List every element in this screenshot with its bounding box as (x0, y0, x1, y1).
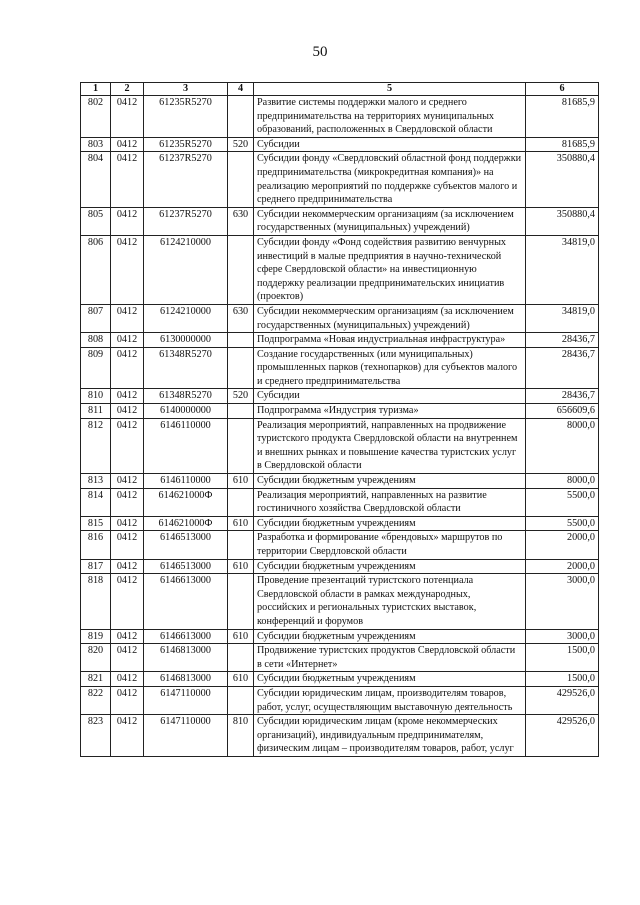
amount: 2000,0 (526, 559, 599, 574)
target-item-code: 6124210000 (144, 235, 228, 304)
target-item-code: 61237R5270 (144, 152, 228, 207)
column-header-4: 4 (228, 83, 254, 96)
expense-type-code (228, 488, 254, 516)
table-row (81, 644, 599, 672)
column-header-3: 3 (144, 83, 228, 96)
target-item-code: 61235R5270 (144, 96, 228, 138)
expense-type-code: 630 (228, 207, 254, 235)
target-item-code: 6124210000 (144, 304, 228, 332)
table-row (81, 574, 599, 629)
target-item-code: 6147110000 (144, 715, 228, 757)
row-number: 813 (81, 474, 111, 489)
item-name: Проведение презентаций туристского потенциала Свердловской области в рамках международных, российских и региональных туристских выставок, конференций и форумов (254, 574, 526, 629)
target-item-code: 614621000Ф (144, 516, 228, 531)
item-name: Подпрограмма «Новая индустриальная инфраструктура» (254, 333, 526, 348)
section-code: 0412 (111, 333, 144, 348)
row-number: 820 (81, 644, 111, 672)
row-number: 821 (81, 672, 111, 687)
expense-type-code (228, 404, 254, 419)
table-row (81, 152, 599, 207)
target-item-code: 61235R5270 (144, 137, 228, 152)
table-row (81, 137, 599, 152)
row-number: 811 (81, 404, 111, 419)
row-number: 815 (81, 516, 111, 531)
table-body (81, 96, 599, 757)
amount: 350880,4 (526, 207, 599, 235)
item-name: Субсидии (254, 137, 526, 152)
expense-type-code: 630 (228, 304, 254, 332)
column-header-2: 2 (111, 83, 144, 96)
amount: 3000,0 (526, 574, 599, 629)
section-code: 0412 (111, 474, 144, 489)
amount: 1500,0 (526, 672, 599, 687)
item-name: Реализация мероприятий, направленных на развитие гостиничного хозяйства Свердловской области (254, 488, 526, 516)
column-header-6: 6 (526, 83, 599, 96)
page-number: 50 (312, 44, 328, 60)
section-code: 0412 (111, 516, 144, 531)
expense-type-code (228, 333, 254, 348)
section-code: 0412 (111, 96, 144, 138)
column-header-1: 1 (81, 83, 111, 96)
row-number: 810 (81, 389, 111, 404)
target-item-code: 6146110000 (144, 418, 228, 473)
target-item-code: 6146613000 (144, 629, 228, 644)
item-name: Субсидии (254, 389, 526, 404)
amount: 8000,0 (526, 418, 599, 473)
expense-type-code (228, 347, 254, 389)
expense-type-code (228, 96, 254, 138)
amount: 34819,0 (526, 235, 599, 304)
section-code: 0412 (111, 137, 144, 152)
row-number: 818 (81, 574, 111, 629)
amount: 8000,0 (526, 474, 599, 489)
table-row (81, 235, 599, 304)
section-code: 0412 (111, 404, 144, 419)
item-name: Субсидии юридическим лицам, производителям товаров, работ, услуг, осуществляющим выставочную деятельность (254, 686, 526, 714)
row-number: 804 (81, 152, 111, 207)
item-name: Субсидии бюджетным учреждениям (254, 559, 526, 574)
budget-table (80, 82, 599, 757)
expense-type-code: 610 (228, 672, 254, 687)
expense-type-code: 610 (228, 629, 254, 644)
expense-type-code (228, 235, 254, 304)
header-row (81, 83, 599, 96)
item-name: Подпрограмма «Индустрия туризма» (254, 404, 526, 419)
item-name: Создание государственных (или муниципальных) промышленных парков (технопарков) для субъектов малого и среднего предпринимательства (254, 347, 526, 389)
target-item-code: 6140000000 (144, 404, 228, 419)
target-item-code: 61348R5270 (144, 389, 228, 404)
item-name: Развитие системы поддержки малого и среднего предпринимательства на территориях муниципальных образований, расположенных в Свердловской области (254, 96, 526, 138)
table-row (81, 474, 599, 489)
amount: 350880,4 (526, 152, 599, 207)
expense-type-code (228, 152, 254, 207)
table-row (81, 96, 599, 138)
expense-type-code: 810 (228, 715, 254, 757)
amount: 429526,0 (526, 686, 599, 714)
table-row (81, 389, 599, 404)
row-number: 803 (81, 137, 111, 152)
amount: 28436,7 (526, 333, 599, 348)
section-code: 0412 (111, 629, 144, 644)
item-name: Субсидии бюджетным учреждениям (254, 516, 526, 531)
amount: 2000,0 (526, 531, 599, 559)
table-row (81, 559, 599, 574)
row-number: 807 (81, 304, 111, 332)
item-name: Субсидии бюджетным учреждениям (254, 474, 526, 489)
row-number: 808 (81, 333, 111, 348)
table-row (81, 672, 599, 687)
target-item-code: 61237R5270 (144, 207, 228, 235)
row-number: 812 (81, 418, 111, 473)
item-name: Субсидии бюджетным учреждениям (254, 629, 526, 644)
expense-type-code: 610 (228, 516, 254, 531)
section-code: 0412 (111, 152, 144, 207)
section-code: 0412 (111, 304, 144, 332)
expense-type-code: 610 (228, 474, 254, 489)
table-header (81, 83, 599, 96)
target-item-code: 6146513000 (144, 531, 228, 559)
amount: 81685,9 (526, 137, 599, 152)
target-item-code: 6147110000 (144, 686, 228, 714)
item-name: Реализация мероприятий, направленных на продвижение туристского продукта Свердловской области на внутреннем и внешних рынках и повышение качества туристских услуг в Свердловской области (254, 418, 526, 473)
table-row (81, 304, 599, 332)
amount: 34819,0 (526, 304, 599, 332)
amount: 1500,0 (526, 644, 599, 672)
expense-type-code (228, 686, 254, 714)
row-number: 819 (81, 629, 111, 644)
section-code: 0412 (111, 235, 144, 304)
section-code: 0412 (111, 672, 144, 687)
table-row (81, 531, 599, 559)
amount: 5500,0 (526, 516, 599, 531)
row-number: 814 (81, 488, 111, 516)
row-number: 809 (81, 347, 111, 389)
section-code: 0412 (111, 559, 144, 574)
section-code: 0412 (111, 574, 144, 629)
column-header-5: 5 (254, 83, 526, 96)
table-row (81, 207, 599, 235)
row-number: 822 (81, 686, 111, 714)
row-number: 816 (81, 531, 111, 559)
section-code: 0412 (111, 644, 144, 672)
item-name: Продвижение туристских продуктов Свердловской области в сети «Интернет» (254, 644, 526, 672)
item-name: Субсидии фонду «Свердловский областной фонд поддержки предпринимательства (микрокредитная компания)» на реализацию мероприятий по поддержке субъектов малого и среднего предпринимательства (254, 152, 526, 207)
item-name: Субсидии некоммерческим организациям (за исключением государственных (муниципальных) учреждений) (254, 304, 526, 332)
expense-type-code: 520 (228, 389, 254, 404)
target-item-code: 6146813000 (144, 644, 228, 672)
item-name: Субсидии некоммерческим организациям (за исключением государственных (муниципальных) учреждений) (254, 207, 526, 235)
row-number: 817 (81, 559, 111, 574)
item-name: Субсидии фонду «Фонд содействия развитию венчурных инвестиций в малые предприятия в научно-технической сфере Свердловской области» на инвестиционную поддержку реализации предпринимательских инициатив (проектов) (254, 235, 526, 304)
table-row (81, 715, 599, 757)
section-code: 0412 (111, 715, 144, 757)
table-row (81, 404, 599, 419)
table-row (81, 488, 599, 516)
section-code: 0412 (111, 488, 144, 516)
amount: 429526,0 (526, 715, 599, 757)
expense-type-code: 520 (228, 137, 254, 152)
table-row (81, 629, 599, 644)
target-item-code: 6146613000 (144, 574, 228, 629)
section-code: 0412 (111, 347, 144, 389)
table-row (81, 686, 599, 714)
section-code: 0412 (111, 389, 144, 404)
section-code: 0412 (111, 207, 144, 235)
expense-type-code (228, 418, 254, 473)
row-number: 823 (81, 715, 111, 757)
amount: 81685,9 (526, 96, 599, 138)
target-item-code: 61348R5270 (144, 347, 228, 389)
item-name: Разработка и формирование «брендовых» маршрутов по территории Свердловской области (254, 531, 526, 559)
row-number: 802 (81, 96, 111, 138)
table-row (81, 418, 599, 473)
section-code: 0412 (111, 531, 144, 559)
amount: 28436,7 (526, 347, 599, 389)
amount: 28436,7 (526, 389, 599, 404)
section-code: 0412 (111, 686, 144, 714)
target-item-code: 6146813000 (144, 672, 228, 687)
section-code: 0412 (111, 418, 144, 473)
target-item-code: 614621000Ф (144, 488, 228, 516)
row-number: 806 (81, 235, 111, 304)
target-item-code: 6130000000 (144, 333, 228, 348)
target-item-code: 6146513000 (144, 559, 228, 574)
expense-type-code (228, 531, 254, 559)
table-row (81, 347, 599, 389)
amount: 3000,0 (526, 629, 599, 644)
target-item-code: 6146110000 (144, 474, 228, 489)
expense-type-code (228, 644, 254, 672)
row-number: 805 (81, 207, 111, 235)
table-row (81, 333, 599, 348)
expense-type-code (228, 574, 254, 629)
item-name: Субсидии бюджетным учреждениям (254, 672, 526, 687)
item-name: Субсидии юридическим лицам (кроме некоммерческих организаций), индивидуальным предпринимателям, физическим лицам – производителям товаров, работ, услуг (254, 715, 526, 757)
amount: 5500,0 (526, 488, 599, 516)
amount: 656609,6 (526, 404, 599, 419)
table-row (81, 516, 599, 531)
expense-type-code: 610 (228, 559, 254, 574)
